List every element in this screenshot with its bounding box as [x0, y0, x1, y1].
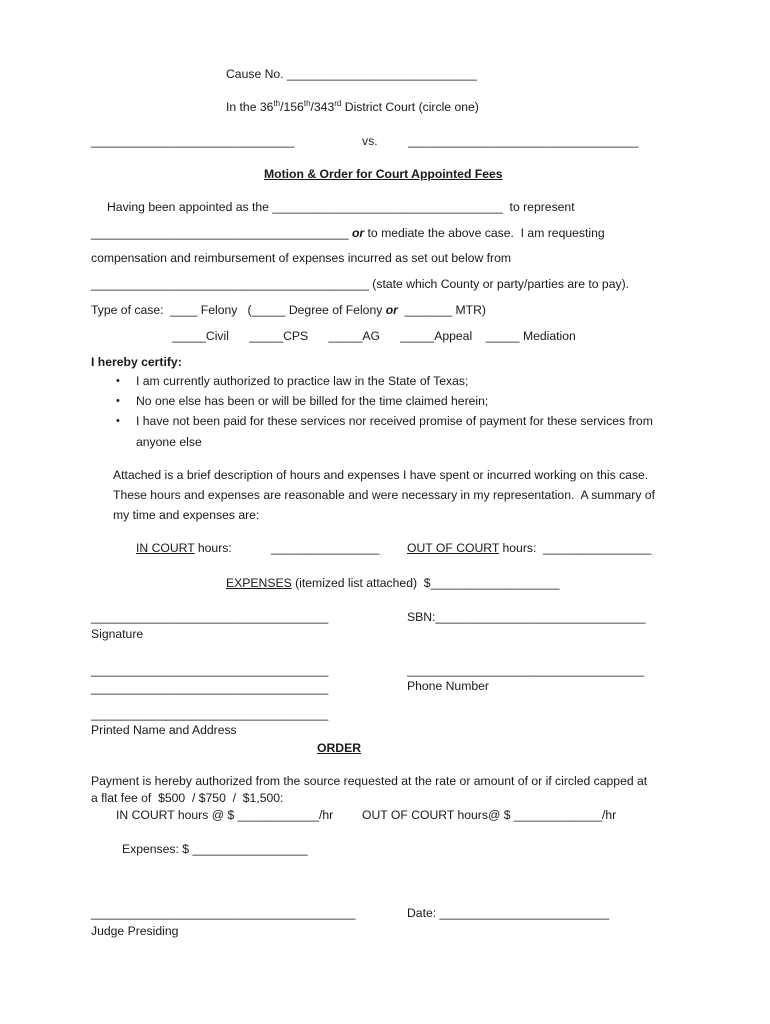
certify-item-3b: anyone else [136, 435, 202, 449]
expenses-rest: (itemized list attached) $___________________ [291, 576, 560, 590]
address-blank-2: ___________________________________ [91, 681, 329, 695]
in-court-suffix: hours: [194, 541, 232, 555]
order-heading: ORDER [317, 741, 362, 755]
motion-line-2 [91, 225, 605, 241]
out-court-label: OUT OF COURT [407, 541, 500, 555]
out-court-suffix: hours: [499, 541, 537, 555]
case-type-b: _______ MTR) [397, 303, 486, 317]
judge-signature-blank: _______________________________________ [91, 906, 356, 920]
phone-label: Phone Number [407, 679, 489, 693]
court-line [226, 99, 479, 115]
expenses-label: EXPENSES [226, 576, 292, 590]
certify-item-1: I am currently authorized to practice law in the State of Texas; [136, 374, 469, 388]
attached-line-3: my time and expenses are: [113, 508, 260, 522]
motion-line-4: _________________________________________ (state which County or party/parties are to pay). [91, 277, 630, 291]
in-court-label: IN COURT [136, 541, 195, 555]
phone-blank: ___________________________________ [407, 663, 645, 677]
attached-line-2: These hours and expenses are reasonable and were necessary in my representation. A summary of [113, 488, 655, 502]
order-expenses: Expenses: $ _________________ [122, 842, 308, 856]
in-court-hours-blank: ________________ [271, 541, 380, 555]
printed-name-label: Printed Name and Address [91, 723, 237, 737]
order-line-1: Payment is hereby authorized from the source requested at the rate or amount of or if circled capped at [91, 774, 648, 788]
motion-line-3: compensation and reimbursement of expenses incurred as set out below from [91, 251, 512, 265]
court-post: District Court (circle one) [341, 100, 479, 114]
motion-line-2-blank: ______________________________________ [91, 226, 352, 240]
court-sup-2: th [303, 98, 311, 108]
motion-or-label: or [351, 226, 365, 240]
attached-line-1: Attached is a brief description of hours and expenses I have spent or incurred working on this case. [113, 468, 649, 482]
bullet-2: • [116, 395, 120, 407]
bullet-1: • [116, 375, 120, 387]
case-type-line-2: _____Civil _____CPS _____AG _____Appeal _____ Mediation [172, 329, 576, 343]
case-type-a: Type of case: ____ Felony (_____ Degree of Felony [91, 303, 386, 317]
cause-number: Cause No. ____________________________ [226, 67, 477, 81]
case-type-line [91, 302, 486, 318]
bullet-3: • [116, 415, 120, 427]
court-sup-3: rd [334, 98, 342, 108]
motion-line-2-rest: to mediate the above case. I am requesting [364, 226, 605, 240]
date-field: Date: _________________________ [407, 906, 609, 920]
in-court-rate: IN COURT hours @ $ ____________/hr [116, 808, 334, 822]
party-left-blank: ______________________________ [91, 134, 295, 148]
case-type-or: or [385, 303, 398, 317]
sbn-field: SBN:_______________________________ [407, 610, 646, 624]
document-title: Motion & Order for Court Appointed Fees [264, 167, 503, 181]
certify-heading: I hereby certify: [91, 355, 182, 369]
party-right-blank: __________________________________ [408, 134, 639, 148]
out-court-rate: OUT OF COURT hours@ $ _____________/hr [362, 808, 617, 822]
expenses-line [226, 575, 559, 591]
out-court-hours-label [407, 540, 536, 556]
court-mid-2: /343 [310, 100, 335, 114]
motion-line-1: Having been appointed as the __________________________________ to represent [107, 200, 575, 214]
versus-label: vs. [362, 134, 378, 148]
address-blank-3: ___________________________________ [91, 707, 329, 721]
judge-label: Judge Presiding [91, 924, 179, 938]
out-court-hours-blank: ________________ [543, 541, 652, 555]
certify-item-3a: I have not been paid for these services nor received promise of payment for these services from [136, 414, 653, 428]
court-sup-1: th [273, 98, 281, 108]
order-line-2: a flat fee of $500 / $750 / $1,500: [91, 791, 284, 805]
court-pre: In the 36 [226, 100, 274, 114]
certify-item-2: No one else has been or will be billed for the time claimed herein; [136, 394, 489, 408]
signature-blank: ___________________________________ [91, 610, 329, 624]
in-court-hours-label [136, 540, 232, 556]
court-mid-1: /156 [280, 100, 304, 114]
address-blank-1: ___________________________________ [91, 663, 329, 677]
signature-label: Signature [91, 627, 144, 641]
